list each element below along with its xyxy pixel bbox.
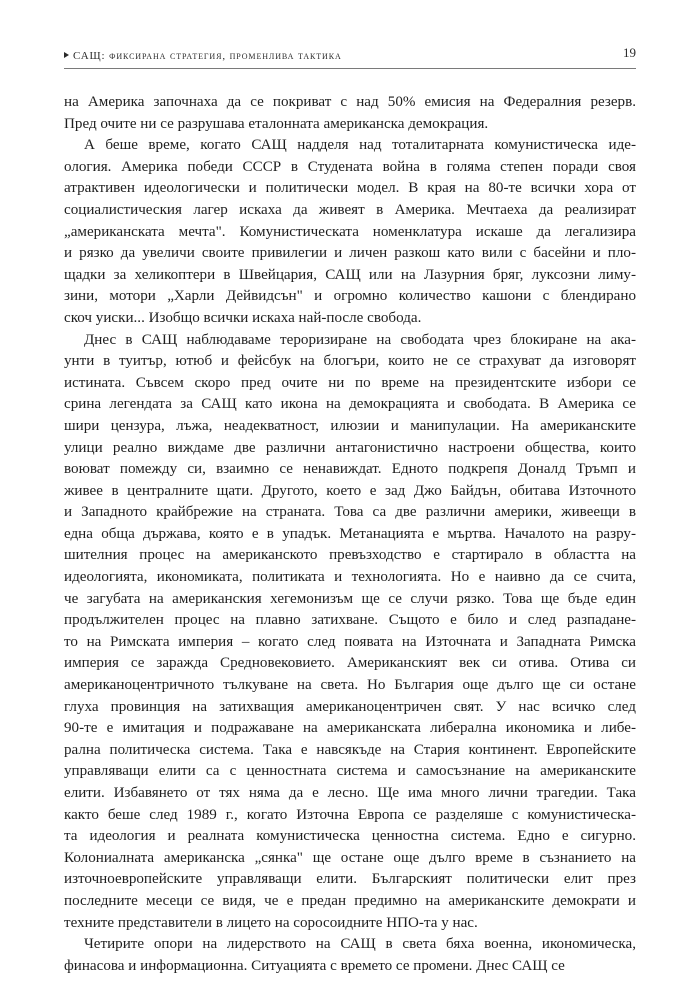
text-line: срина легендата за САЩ като икона на демокрацията и свободата. В Америка се [64,396,636,413]
text-line: та идеология и реалната комунистическа ценностна система. Едно е сигурно. [64,828,636,845]
page-number: 19 [623,45,636,60]
text-line: живее в централните щати. Другото, което е зад Джо Байдън, обитава Източното [64,482,636,499]
text-line: че загубата на американския хегемонизъм ще се случи рязко. Това ще бъде един [64,590,636,607]
text-line: една обща държава, която е в упадък. Метанацията е мъртва. Началото на разру- [64,525,636,542]
body-text [64,92,636,977]
text-line: финасова и информационна. Ситуацията с времето се промени. Днес САЩ се [64,957,565,974]
text-line: шителния процес на американското превъзходство е стартирало в областта на [64,547,636,564]
running-head-text: САЩ: фиксирана стратегия, променлива тактика [73,50,342,62]
text-line: улици реално виждаме две различни антагонистично настроени общества, които [64,439,636,456]
paragraph [64,92,636,135]
text-line: атрактивен идеологически и политически модел. В края на 80-те всички хора от [64,180,636,197]
text-line: воюват помежду си, взаимно се ненавиждат. Едното подкрепя Доналд Тръмп и [64,461,636,478]
text-line: А беше време, когато САЩ надделя над тоталитарната комунистическа иде- [84,137,636,154]
text-line: Четирите опори на лидерството на САЩ в света бяха военна, икономическа, [84,936,636,953]
text-line: и рязко да увеличи своите привилегии и личен разкош като вили с басейни и пло- [64,245,636,262]
text-line: щадки за хеликоптери в Швейцария, САЩ или на Лазурния бряг, луксозни лиму- [64,266,636,283]
text-line: ология. Америка победи СССР в Студената война в голяма степен поради своя [64,158,636,175]
text-line: техните представители в лицето на соросоидните НПО-та у нас. [64,914,478,931]
text-line: Пред очите ни се разрушава еталонната американска демокрация. [64,115,489,132]
text-line: и Западното крайбрежие на страната. Това са две различни америки, живеещи в [64,504,636,521]
text-line: истината. Съвсем скоро пред очите ни по време на президентските избори се [64,374,636,391]
text-line: на Америка започнаха да се покриват с над 50% емисия на Федералния резерв. [64,94,636,110]
header-rule [64,68,636,69]
text-line: империя се заражда Средновековието. Американският век си отива. Отива си [64,655,636,672]
triangle-marker-icon [64,52,69,58]
text-line: идеологията, икономиката, политиката и технологията. Но е наивно да се счита, [64,569,636,586]
paragraph [64,330,636,935]
text-line: рална политическа система. Така е навсякъде на Стария континент. Европейските [64,741,636,758]
text-line: управляващи елити са с ценностната система и самосъзнание на американските [64,763,636,780]
text-line: унти в туитър, ютюб и фейсбук на блогъри, които не се страхуват да изговорят [64,353,636,370]
text-line: Колониалната американска „сянка" ще остане още дълго време в съзнанието на [64,849,636,866]
text-line: както беше след 1989 г., когато Източна Европа се разделяше с комунистическа- [64,806,636,823]
text-line: източноевропейските управляващи елити. Българският политически елит през [64,871,636,888]
text-line: скоч уиски... Изобщо всички искаха най-после свобода. [64,309,422,326]
text-line: то на Римската империя – когато след появата на Източната и Западната Римска [64,633,636,650]
page-header [64,42,636,72]
paragraph [64,135,636,329]
text-line: шири цензура, лъжа, неадекватност, илюзии и манипулации. На американските [64,417,636,434]
text-line: последните месеци се видя, че е предан предимно на американските демократи и [64,892,636,909]
text-line: продължителен процес на плавно затихване. Същото е било и след разпадане- [64,612,636,629]
text-line: социалистическия лагер искаха да живеят в Америка. Мечтаеха да реализират [64,201,636,218]
text-line: Днес в САЩ наблюдаваме тероризиране на свободата чрез блокиране на ака- [84,331,636,348]
text-line: американоцентричното тълкуване на света. Но България още дълго ще си остане [64,677,636,694]
paragraph [64,934,636,977]
text-line: „американската мечта". Комунистическата номенклатура искаше да легализира [64,223,636,240]
text-line: елити. Избавянето от тях няма да е лесно. Ще има много лични трагедии. Така [64,785,636,801]
text-line: 90-те е имитация и подражаване на американската либерална икономика и либе- [64,720,636,737]
text-line: зини, мотори „Харли Дейвидсън" и огромно количество кашони с блендирано [64,288,636,305]
running-head [64,50,342,62]
text-line: глуха провинция на затихващия американоцентричен свят. У нас всичко след [64,698,636,715]
